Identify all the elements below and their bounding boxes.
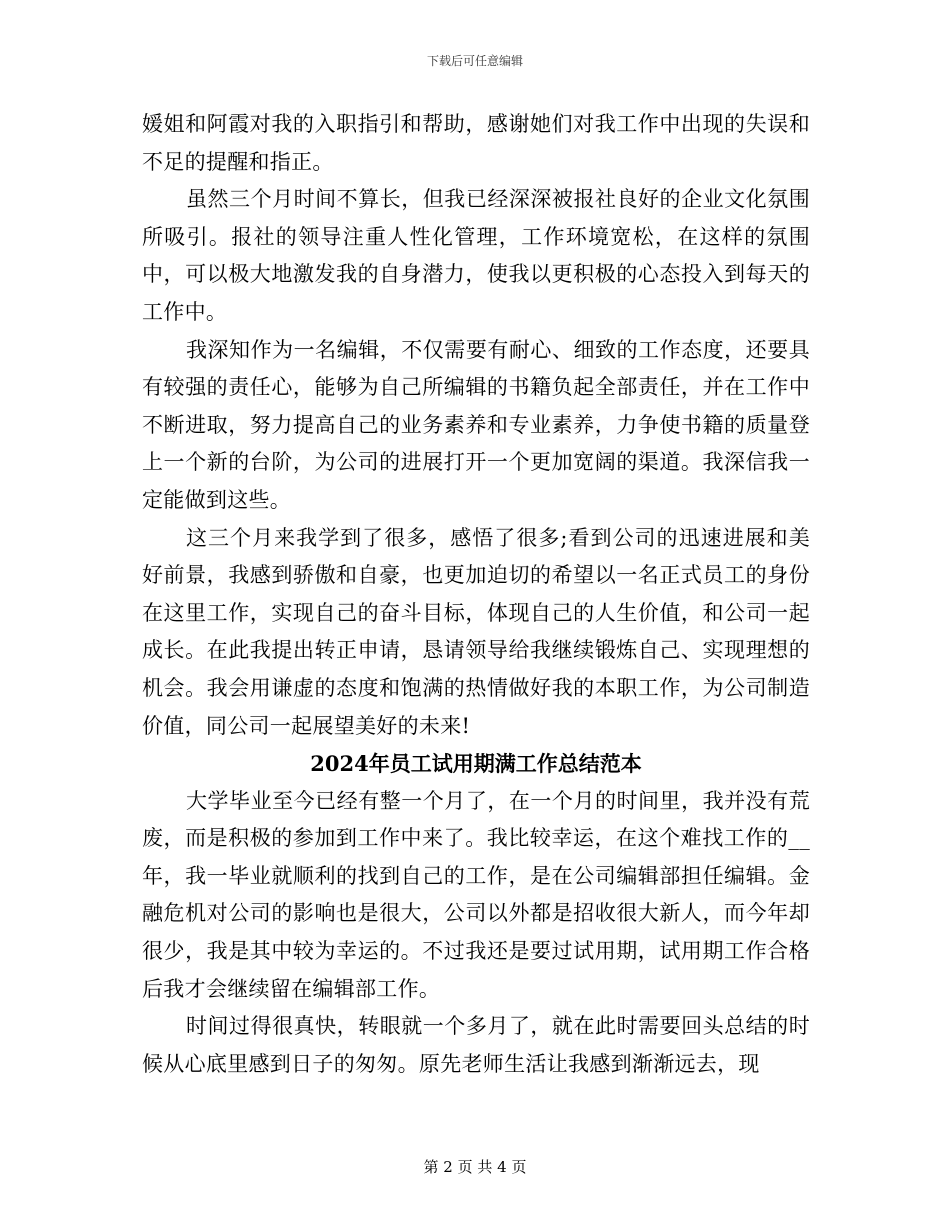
document-body (142, 106, 810, 1083)
paragraph-company-culture: 虽然三个月时间不算长，但我已经深深被报社良好的企业文化氛围所吸引。报社的领导注重人性化管理，工作环境宽松，在这样的氛围中，可以极大地激发我的自身潜力，使我以更积极的心态投入到每天的工作中。 (142, 187, 810, 324)
page-header-note: 下载后可任意编辑 (426, 54, 523, 68)
paragraph-time-passing: 时间过得很真快，转眼就一个多月了，就在此时需要回头总结的时候从心底里感到日子的匆匆。原先老师生活让我感到渐渐远去，现 (142, 1014, 810, 1076)
paragraph-application: 这三个月来我学到了很多，感悟了很多;看到公司的迅速进展和美好前景，我感到骄傲和自豪，也更加迫切的希望以一名正式员工的身份在这里工作，实现自己的奋斗目标，体现自己的人生价值，和公司一起成长。在此我提出转正申请，恳请领导给我继续锻炼自己、实现理想的机会。我会用谦虚的态度和饱满的热情做好我的本职工作，为公司制造价值，同公司一起展望美好的未来! (142, 525, 810, 738)
page-number: 第 2 页 共 4 页 (423, 1158, 527, 1176)
paragraph-editor-duties: 我深知作为一名编辑，不仅需要有耐心、细致的工作态度，还要具有较强的责任心，能够为自己所编辑的书籍负起全部责任，并在工作中不断进取，努力提高自己的业务素养和专业素养，力争使书籍的质量登上一个新的台阶，为公司的进展打开一个更加宽阔的渠道。我深信我一定能做到这些。 (142, 337, 810, 512)
paragraph-graduation: 大学毕业至今已经有整一个月了，在一个月的时间里，我并没有荒废，而是积极的参加到工作中来了。我比较幸运，在这个难找工作的__年，我一毕业就顺利的找到自己的工作，是在公司编辑部担任编辑。金融危机对公司的影响也是很大，公司以外都是招收很大新人，而今年却很少，我是其中较为幸运的。不过我还是要过试用期，试用期工作合格后我才会继续留在编辑部工作。 (142, 788, 810, 1001)
section-title: 2024年员工试用期满工作总结范本 (310, 751, 642, 777)
paragraph-continuation: 媛姐和阿霞对我的入职指引和帮助，感谢她们对我工作中出现的失误和不足的提醒和指正。 (142, 112, 810, 174)
